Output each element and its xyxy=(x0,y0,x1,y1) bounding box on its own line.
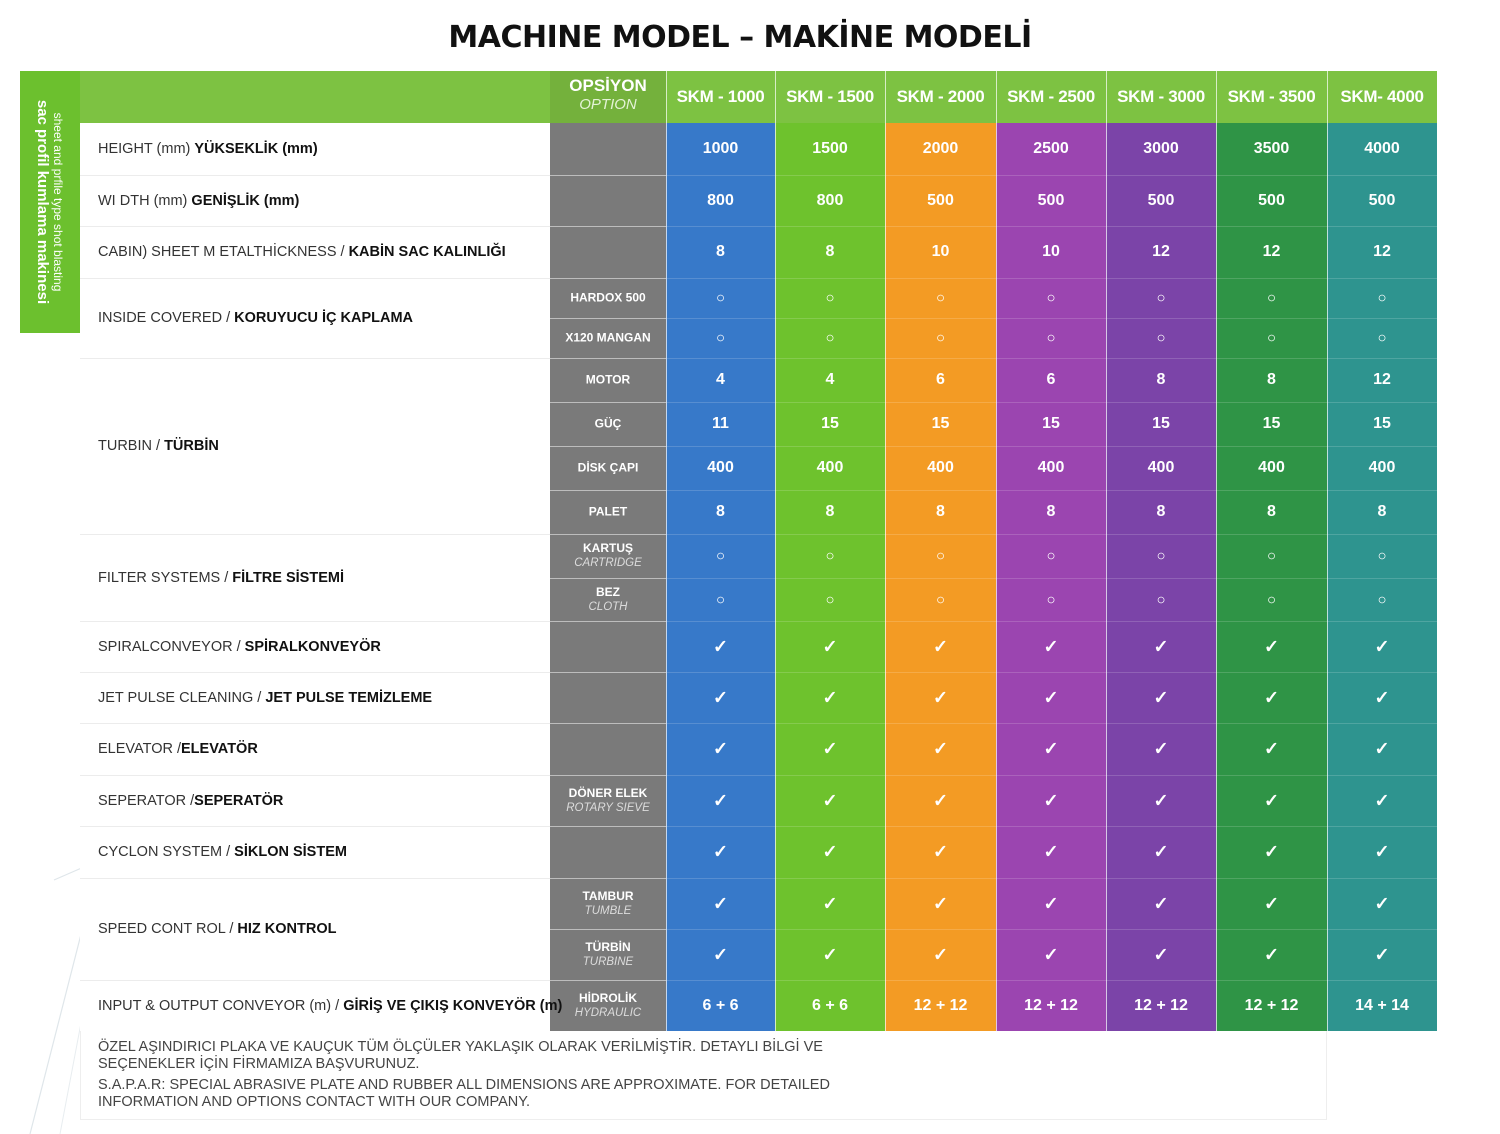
value-cell: 2000 xyxy=(922,140,959,157)
optional-circle-icon: ○ xyxy=(1046,289,1056,307)
optional-circle-icon: ○ xyxy=(1266,591,1277,608)
option-name: HİDROLİK xyxy=(579,990,637,1005)
feature-label-tr: GENİŞLİK (mm) xyxy=(191,192,300,209)
feature-separator xyxy=(80,980,550,981)
option-cell xyxy=(550,889,666,919)
optional-circle-icon: ○ xyxy=(1156,547,1166,565)
feature-separator xyxy=(80,621,550,622)
row-separator xyxy=(666,621,1437,622)
check-icon: ✓ xyxy=(712,841,729,862)
value-cell: 12 xyxy=(1373,243,1391,260)
optional-circle-icon: ○ xyxy=(825,289,835,307)
check-icon: ✓ xyxy=(1043,790,1059,810)
footnote-tr: ÖZEL AŞINDIRICI PLAKA VE KAUÇUK TÜM ÖLÇÜLER YAKLAŞIK OLARAK VERİLMİŞTİR. DETAYLI BİLGİ VE SEÇENEKLER İÇİN FİRMAMIZA BAŞVURUNUZ. xyxy=(98,1039,823,1072)
option-name: DİSK ÇAPI xyxy=(577,460,639,475)
optional-circle-icon: ○ xyxy=(1266,289,1277,307)
feature-label-en: CABIN) SHEET M ETALTHİCKNESS / xyxy=(98,244,349,260)
model-header: SKM - 2000 xyxy=(896,87,985,106)
option-separator xyxy=(550,318,666,319)
value-cell: 3000 xyxy=(1143,140,1179,157)
footnote-en: S.A.P.A.R: SPECIAL ABRASIVE PLATE AND RUBBER ALL DIMENSIONS ARE APPROXIMATE. FOR DETAILED INFORMATION AND OPTIONS CONTACT WITH OUR COMPANY. xyxy=(98,1077,830,1110)
option-cell xyxy=(550,505,666,520)
feature-label xyxy=(98,244,506,260)
check-icon: ✓ xyxy=(822,790,838,810)
value-cell: 400 xyxy=(1368,459,1396,476)
optional-circle-icon: ○ xyxy=(1046,591,1056,608)
option-name: MOTOR xyxy=(585,372,631,387)
value-cell: 15 xyxy=(1262,415,1281,432)
option-header-en: OPTION xyxy=(579,96,637,113)
check-icon: ✓ xyxy=(822,687,838,707)
option-cell xyxy=(550,291,666,306)
check-icon: ✓ xyxy=(1374,944,1390,964)
value-cell: 12 + 12 xyxy=(1024,996,1078,1014)
value-cell: 10 xyxy=(931,243,950,260)
option-separator xyxy=(550,446,666,447)
row-separator xyxy=(666,534,1437,535)
optional-circle-icon: ○ xyxy=(715,591,726,608)
row-separator xyxy=(666,402,1437,403)
check-icon: ✓ xyxy=(1263,790,1280,810)
value-cell: 8 xyxy=(716,503,725,520)
row-separator xyxy=(666,980,1437,981)
feature-label xyxy=(98,741,258,757)
optional-circle-icon: ○ xyxy=(1156,591,1166,608)
value-cell: 12 xyxy=(1262,243,1281,260)
row-separator xyxy=(666,226,1437,227)
check-icon: ✓ xyxy=(1043,944,1059,964)
check-icon: ✓ xyxy=(1374,841,1390,862)
value-cell: 11 xyxy=(712,415,729,432)
feature-separator xyxy=(80,723,550,724)
feature-label-en: SPIRALCONVEYOR / xyxy=(98,638,245,655)
value-cell: 15 xyxy=(1373,415,1391,432)
value-cell: 4 xyxy=(716,371,725,388)
footnote-box xyxy=(80,1031,1327,1120)
model-header: SKM - 3000 xyxy=(1117,87,1205,106)
value-cell: 8 xyxy=(1156,503,1166,520)
check-icon: ✓ xyxy=(932,841,949,862)
row-separator xyxy=(666,578,1437,579)
optional-circle-icon: ○ xyxy=(1266,547,1277,565)
feature-label-en: INSIDE COVERED / xyxy=(98,310,235,326)
feature-label xyxy=(98,998,562,1014)
feature-label-tr: YÜKSEKLİK (mm) xyxy=(194,141,318,157)
option-name-en: TURBINE xyxy=(582,955,634,968)
row-separator xyxy=(666,672,1437,673)
feature-label-tr: FİLTRE SİSTEMİ xyxy=(232,569,344,586)
value-cell: 8 xyxy=(825,503,835,520)
check-icon: ✓ xyxy=(1043,636,1059,656)
option-separator xyxy=(550,534,666,535)
value-cell: 4000 xyxy=(1364,140,1400,157)
check-icon: ✓ xyxy=(1153,738,1169,759)
feature-label xyxy=(98,844,347,860)
value-cell: 8 xyxy=(1267,503,1276,520)
value-cell: 500 xyxy=(927,191,954,209)
optional-circle-icon: ○ xyxy=(825,547,835,565)
row-separator xyxy=(666,775,1437,776)
option-separator xyxy=(550,775,666,776)
optional-circle-icon: ○ xyxy=(1156,329,1166,347)
feature-label xyxy=(98,570,344,586)
option-name: GÜÇ xyxy=(594,416,622,431)
option-separator xyxy=(550,578,666,579)
option-cell xyxy=(550,940,666,970)
value-cell: 800 xyxy=(707,191,734,209)
optional-circle-icon: ○ xyxy=(935,547,946,565)
check-icon: ✓ xyxy=(1263,738,1280,759)
row-separator xyxy=(666,723,1437,724)
feature-label-tr: SPİRALKONVEYÖR xyxy=(244,638,381,655)
value-cell: 15 xyxy=(1152,415,1170,432)
option-name: KARTUŞ xyxy=(583,541,633,555)
optional-circle-icon: ○ xyxy=(825,329,835,347)
row-separator xyxy=(666,278,1437,279)
check-icon: ✓ xyxy=(1263,841,1280,862)
option-separator xyxy=(550,278,666,279)
check-icon: ✓ xyxy=(1153,687,1169,707)
feature-label-en: HEIGHT (mm) xyxy=(98,141,195,157)
check-icon: ✓ xyxy=(712,738,729,759)
value-cell: 500 xyxy=(1368,191,1396,209)
feature-label-tr: JET PULSE TEMİZLEME xyxy=(265,689,433,706)
check-icon: ✓ xyxy=(822,944,838,964)
optional-circle-icon: ○ xyxy=(1377,289,1387,307)
option-separator xyxy=(550,826,666,827)
option-cell xyxy=(550,991,666,1021)
option-separator xyxy=(550,672,666,673)
check-icon: ✓ xyxy=(712,893,729,913)
option-separator xyxy=(550,929,666,930)
optional-circle-icon: ○ xyxy=(935,289,946,307)
value-cell: 400 xyxy=(1258,459,1285,476)
check-icon: ✓ xyxy=(822,636,838,656)
feature-separator xyxy=(80,175,550,176)
model-header: SKM - 3500 xyxy=(1227,87,1316,106)
check-icon: ✓ xyxy=(932,790,949,810)
model-header: SKM - 1000 xyxy=(676,87,765,106)
option-name-en: CARTRIDGE xyxy=(574,557,642,569)
option-cell xyxy=(550,461,666,476)
value-cell: 4 xyxy=(825,371,835,388)
option-name: BEZ xyxy=(596,584,620,599)
feature-separator xyxy=(80,358,550,359)
check-icon: ✓ xyxy=(1374,687,1390,707)
feature-label-en: JET PULSE CLEANING / xyxy=(98,689,266,706)
feature-label-tr: SİKLON SİSTEM xyxy=(234,844,347,860)
row-separator xyxy=(666,175,1437,176)
feature-label-en: SEPERATOR / xyxy=(98,792,195,809)
value-cell: 800 xyxy=(816,191,844,209)
check-icon: ✓ xyxy=(1263,687,1280,707)
feature-separator xyxy=(80,878,550,879)
option-separator xyxy=(550,175,666,176)
value-cell: 8 xyxy=(1156,371,1166,388)
option-separator xyxy=(550,980,666,981)
feature-label-en: INPUT & OUTPUT CONVEYOR (m) / xyxy=(98,997,344,1014)
optional-circle-icon: ○ xyxy=(1377,547,1387,565)
row-separator xyxy=(666,446,1437,447)
check-icon: ✓ xyxy=(1043,738,1059,759)
feature-separator xyxy=(80,775,550,776)
check-icon: ✓ xyxy=(1153,636,1169,656)
feature-separator xyxy=(80,826,550,827)
feature-separator xyxy=(80,534,550,535)
column-separator xyxy=(1437,71,1438,1031)
value-cell: 8 xyxy=(1377,503,1387,520)
row-separator xyxy=(666,490,1437,491)
check-icon: ✓ xyxy=(932,687,949,707)
check-icon: ✓ xyxy=(1374,893,1390,913)
check-icon: ✓ xyxy=(1374,790,1390,810)
optional-circle-icon: ○ xyxy=(1377,329,1387,347)
side-tab xyxy=(20,71,80,333)
row-separator xyxy=(666,358,1437,359)
model-header: SKM- 4000 xyxy=(1340,87,1424,106)
feature-label-en: FILTER SYSTEMS / xyxy=(98,569,233,586)
feature-label-tr: SEPERATÖR xyxy=(194,792,284,809)
value-cell: 400 xyxy=(927,459,954,476)
optional-circle-icon: ○ xyxy=(1046,547,1056,565)
feature-label-en: CYCLON SYSTEM / xyxy=(98,844,235,860)
feature-label-en: TURBIN / xyxy=(98,438,165,454)
option-name: TAMBUR xyxy=(582,888,634,903)
model-header: SKM - 2500 xyxy=(1007,87,1095,106)
value-cell: 6 xyxy=(1046,371,1056,388)
model-header: SKM - 1500 xyxy=(786,87,874,106)
option-separator xyxy=(550,878,666,879)
value-cell: 2500 xyxy=(1033,140,1069,157)
value-cell: 8 xyxy=(825,243,835,260)
feature-label xyxy=(98,921,336,937)
value-cell: 12 + 12 xyxy=(1244,996,1299,1014)
check-icon: ✓ xyxy=(712,636,729,656)
value-cell: 15 xyxy=(931,415,950,432)
value-cell: 12 xyxy=(1152,243,1170,260)
feature-label xyxy=(98,690,432,706)
value-cell: 500 xyxy=(1258,191,1285,209)
option-separator xyxy=(550,621,666,622)
check-icon: ✓ xyxy=(822,738,838,759)
value-cell: 1500 xyxy=(812,140,848,157)
optional-circle-icon: ○ xyxy=(1046,329,1056,347)
option-name: PALET xyxy=(588,504,628,519)
feature-label-tr: HIZ KONTROL xyxy=(237,921,337,937)
optional-circle-icon: ○ xyxy=(1266,329,1277,347)
check-icon: ✓ xyxy=(1374,636,1390,656)
option-separator xyxy=(550,358,666,359)
feature-label xyxy=(98,793,283,809)
optional-circle-icon: ○ xyxy=(1156,289,1166,307)
option-cell xyxy=(550,373,666,388)
option-cell xyxy=(550,541,666,571)
value-cell: 500 xyxy=(1037,191,1065,209)
value-cell: 400 xyxy=(707,459,734,476)
check-icon: ✓ xyxy=(1043,687,1059,707)
value-cell: 8 xyxy=(936,503,945,520)
feature-label xyxy=(98,438,219,454)
option-name-en: CLOTH xyxy=(588,600,628,613)
value-cell: 400 xyxy=(1037,459,1065,476)
value-cell: 6 + 6 xyxy=(702,996,739,1014)
check-icon: ✓ xyxy=(822,893,838,913)
option-cell xyxy=(550,786,666,816)
feature-label xyxy=(98,639,381,655)
option-separator xyxy=(550,723,666,724)
value-cell: 3500 xyxy=(1253,140,1290,157)
feature-label-tr: GİRİŞ VE ÇIKIŞ KONVEYÖR (m) xyxy=(343,997,563,1014)
option-cell xyxy=(550,331,666,346)
row-separator xyxy=(666,929,1437,930)
option-cell xyxy=(550,585,666,615)
check-icon: ✓ xyxy=(932,636,949,656)
optional-circle-icon: ○ xyxy=(715,329,726,347)
row-separator xyxy=(666,318,1437,319)
option-header-tr: OPSİYON xyxy=(569,76,647,95)
optional-circle-icon: ○ xyxy=(715,289,726,307)
check-icon: ✓ xyxy=(1263,893,1280,913)
option-separator xyxy=(550,490,666,491)
feature-label xyxy=(98,193,299,209)
page-title: MACHINE MODEL – MAKİNE MODELİ xyxy=(448,20,1032,55)
feature-label-tr: TÜRBİN xyxy=(164,438,219,454)
feature-separator xyxy=(80,278,550,279)
option-name-en: ROTARY SIEVE xyxy=(566,801,650,814)
optional-circle-icon: ○ xyxy=(1377,591,1387,608)
value-cell: 12 + 12 xyxy=(913,996,968,1014)
check-icon: ✓ xyxy=(932,738,949,759)
optional-circle-icon: ○ xyxy=(825,591,835,608)
check-icon: ✓ xyxy=(822,841,838,862)
side-tab-text xyxy=(35,82,65,322)
feature-label-tr: KABİN SAC KALINLIĞI xyxy=(348,244,506,260)
option-name-en: TUMBLE xyxy=(584,904,632,917)
option-separator xyxy=(550,226,666,227)
side-tab-line-1: sheet and prfile type shot blasting xyxy=(51,112,65,292)
check-icon: ✓ xyxy=(932,893,949,913)
check-icon: ✓ xyxy=(712,944,729,964)
option-header xyxy=(550,71,666,123)
check-icon: ✓ xyxy=(1153,944,1169,964)
row-separator xyxy=(666,826,1437,827)
option-name: TÜRBİN xyxy=(585,939,631,954)
value-cell: 15 xyxy=(1042,415,1060,432)
check-icon: ✓ xyxy=(1153,841,1169,862)
check-icon: ✓ xyxy=(712,687,729,707)
feature-label-en: SPEED CONT ROL / xyxy=(98,921,238,937)
check-icon: ✓ xyxy=(712,790,729,810)
check-icon: ✓ xyxy=(1153,790,1169,810)
check-icon: ✓ xyxy=(1263,944,1280,964)
feature-label xyxy=(98,310,413,326)
value-cell: 12 xyxy=(1373,371,1391,388)
row-separator xyxy=(666,878,1437,879)
side-tab-line-2: sac profil kumlama makinesi xyxy=(34,99,51,305)
feature-label-tr: ELEVATÖR xyxy=(181,741,258,757)
check-icon: ✓ xyxy=(1043,841,1059,862)
check-icon: ✓ xyxy=(1263,636,1280,656)
option-name: HARDOX 500 xyxy=(570,290,646,305)
value-cell: 500 xyxy=(1147,191,1175,209)
value-cell: 8 xyxy=(1046,503,1056,520)
value-cell: 8 xyxy=(1267,371,1276,388)
value-cell: 400 xyxy=(816,459,844,476)
optional-circle-icon: ○ xyxy=(935,329,946,347)
value-cell: 6 + 6 xyxy=(811,996,849,1014)
option-separator xyxy=(550,402,666,403)
optional-circle-icon: ○ xyxy=(935,591,946,608)
value-cell: 14 + 14 xyxy=(1355,996,1409,1014)
feature-label-en: WI DTH (mm) xyxy=(98,192,192,209)
check-icon: ✓ xyxy=(1374,738,1390,759)
option-name-en: HYDRAULIC xyxy=(574,1006,642,1019)
value-cell: 12 + 12 xyxy=(1134,996,1188,1014)
optional-circle-icon: ○ xyxy=(715,547,726,565)
option-name: X120 MANGAN xyxy=(565,330,651,345)
check-icon: ✓ xyxy=(932,944,949,964)
check-icon: ✓ xyxy=(1153,893,1169,913)
value-cell: 10 xyxy=(1042,243,1060,260)
option-cell xyxy=(550,417,666,432)
feature-separator xyxy=(80,226,550,227)
feature-label-tr: KORUYUCU İÇ KAPLAMA xyxy=(234,310,414,326)
feature-label xyxy=(98,141,318,157)
value-cell: 1000 xyxy=(702,140,739,157)
value-cell: 400 xyxy=(1147,459,1175,476)
feature-label-en: ELEVATOR / xyxy=(98,741,181,757)
feature-separator xyxy=(80,672,550,673)
option-name: DÖNER ELEK xyxy=(568,785,648,800)
check-icon: ✓ xyxy=(1043,893,1059,913)
value-cell: 8 xyxy=(716,243,725,260)
value-cell: 15 xyxy=(821,415,839,432)
value-cell: 6 xyxy=(936,371,945,388)
